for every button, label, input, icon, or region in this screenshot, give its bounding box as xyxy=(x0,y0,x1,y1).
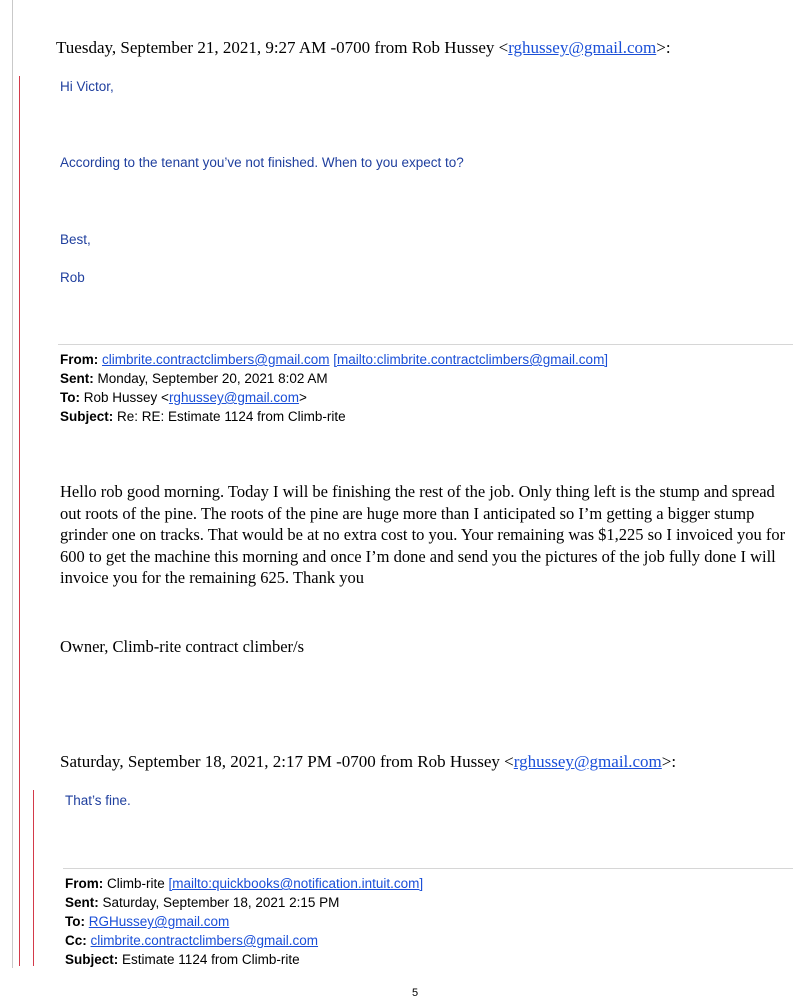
meta-1-to-suffix: > xyxy=(298,390,307,405)
message-1-greeting: Hi Victor, xyxy=(60,79,114,94)
message-3-body: That’s fine. xyxy=(65,793,131,808)
meta-2-subject-value: Estimate 1124 from Climb-rite xyxy=(122,952,300,967)
message-1-body: According to the tenant you’ve not finished. When to you expect to? xyxy=(60,155,464,170)
separator-rule-1 xyxy=(58,344,793,345)
meta-2-to-email-link[interactable]: RGHussey@gmail.com xyxy=(88,914,230,929)
email-header-2 xyxy=(60,752,676,772)
meta-1-to-label: To: xyxy=(60,390,80,405)
email-header-1-address-link[interactable]: rghussey@gmail.com xyxy=(508,38,657,57)
page-margin-line xyxy=(12,0,13,968)
meta-1-subject-value: Re: RE: Estimate 1124 from Climb-rite xyxy=(117,409,346,424)
meta-1-subject-label: Subject: xyxy=(60,409,114,424)
meta-2-subject-row xyxy=(65,950,423,969)
meta-block-1 xyxy=(60,350,608,426)
meta-1-from-row xyxy=(60,350,608,369)
meta-1-from-label: From: xyxy=(60,352,99,367)
meta-2-cc-row xyxy=(65,931,423,950)
meta-1-to-row xyxy=(60,388,608,407)
message-1-closing: Best, xyxy=(60,232,91,247)
meta-2-to-label: To: xyxy=(65,914,85,929)
email-header-1-suffix: >: xyxy=(656,38,671,57)
meta-block-2 xyxy=(65,874,423,969)
meta-2-cc-label: Cc: xyxy=(65,933,87,948)
meta-1-subject-row xyxy=(60,407,608,426)
meta-2-from-name: Climb-rite xyxy=(107,876,169,891)
message-2-signature: Owner, Climb-rite contract climber/s xyxy=(60,637,305,656)
separator-rule-2 xyxy=(63,868,793,869)
meta-2-sent-label: Sent: xyxy=(65,895,99,910)
meta-2-from-label: From: xyxy=(65,876,104,891)
meta-2-cc-email-link[interactable]: climbrite.contractclimbers@gmail.com xyxy=(90,933,319,948)
message-1-signature: Rob xyxy=(60,270,85,285)
meta-2-sent-value: Saturday, September 18, 2021 2:15 PM xyxy=(102,895,340,910)
meta-1-from-email-link[interactable]: climbrite.contractclimbers@gmail.com xyxy=(102,352,330,367)
quote-bar-2 xyxy=(33,790,34,966)
meta-2-sent-row xyxy=(65,893,423,912)
meta-2-subject-label: Subject: xyxy=(65,952,119,967)
quote-bar-1 xyxy=(19,76,20,966)
page-number: 5 xyxy=(412,987,419,999)
meta-1-sent-value: Monday, September 20, 2021 8:02 AM xyxy=(97,371,328,386)
meta-2-to-row xyxy=(65,912,423,931)
meta-1-sent-row xyxy=(60,369,608,388)
message-2-body: Hello rob good morning. Today I will be finishing the rest of the job. Only thing left is the stump and spread out roots of the pine. The roots of the pine are huge more than I anticipated so I’m getting a bigger stump grinder one on tracks. That would be at no extra cost to you. Your remaining was $1,225 so I invoiced you for 600 to get the machine this morning and once I’m done and send you the pictures of the job fully done I will invoice you for the remaining 625. Thank you xyxy=(60,482,786,587)
email-header-2-address-link[interactable]: rghussey@gmail.com xyxy=(513,752,662,771)
meta-1-to-email-link[interactable]: rghussey@gmail.com xyxy=(168,390,299,405)
meta-1-sent-label: Sent: xyxy=(60,371,94,386)
meta-1-from-mailto-link[interactable]: [mailto:climbrite.contractclimbers@gmail.com] xyxy=(333,352,609,367)
email-header-2-suffix: >: xyxy=(661,752,677,771)
email-header-1 xyxy=(56,38,671,58)
meta-1-to-name: Rob Hussey < xyxy=(83,390,169,405)
email-header-2-text: Saturday, September 18, 2021, 2:17 PM -0700 from Rob Hussey < xyxy=(60,752,514,771)
email-header-1-text: Tuesday, September 21, 2021, 9:27 AM -0700 from Rob Hussey < xyxy=(56,38,509,57)
meta-2-from-row xyxy=(65,874,423,893)
meta-2-from-mailto-link[interactable]: [mailto:quickbooks@notification.intuit.com] xyxy=(168,876,424,891)
